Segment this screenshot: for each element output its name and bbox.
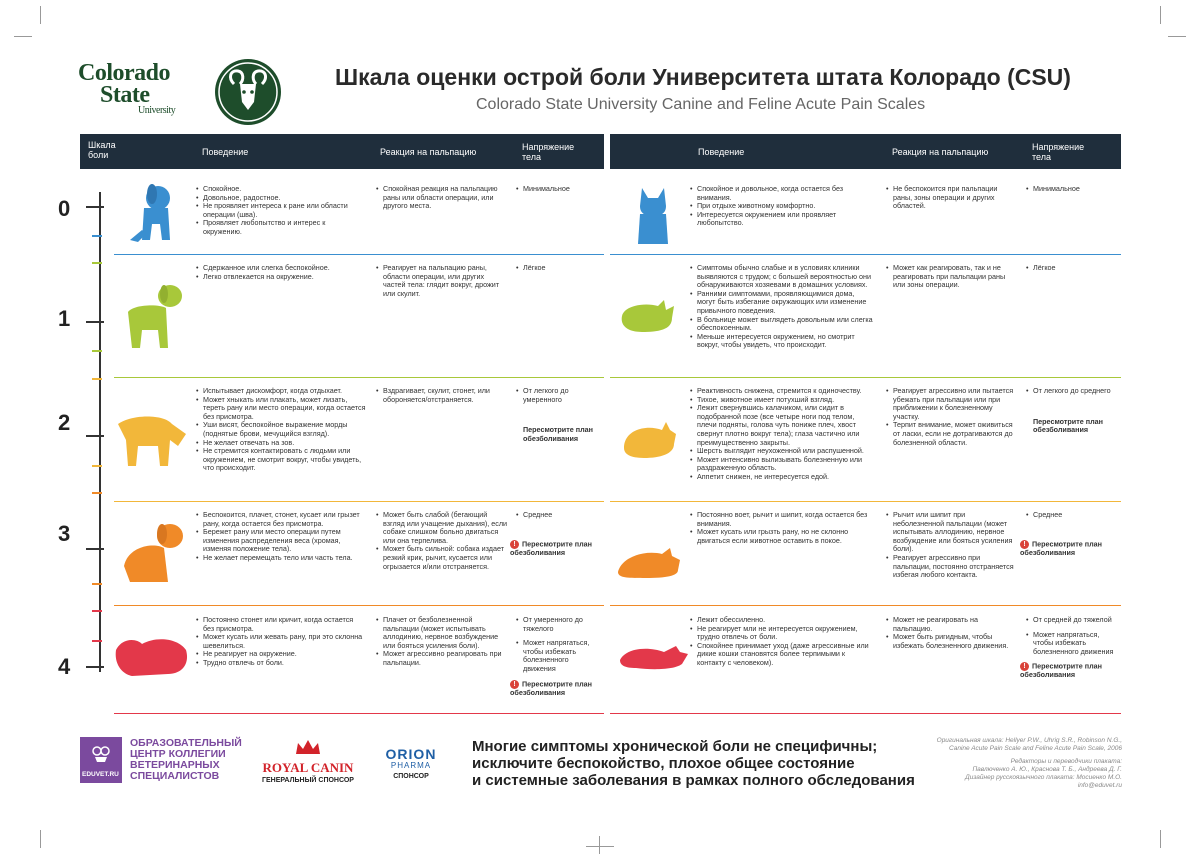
review-plan-note: Пересмотрите план обезболивания	[1033, 416, 1103, 435]
row-divider	[114, 501, 604, 502]
logo-line1: Colorado	[78, 60, 170, 86]
scale-tick	[86, 321, 104, 323]
page-subtitle: Colorado State University Canine and Feline Acute Pain Scales	[476, 96, 926, 113]
csu-wordmark	[78, 62, 175, 116]
row-divider	[610, 605, 1121, 606]
review-plan-note: Пересмотрите план обезболивания	[523, 425, 593, 443]
dog-level4-icon	[112, 624, 194, 684]
scale-number-3: 3	[58, 521, 71, 546]
row-divider	[114, 377, 604, 378]
cat-level4-icon	[618, 638, 690, 674]
row-divider	[114, 605, 604, 606]
dog-behavior-1: • Сдержанное или слегка беспокойное. • Легко отвлекается на окружение.	[196, 264, 366, 281]
scale-tick	[86, 666, 104, 668]
scale-minor-tick	[92, 492, 102, 494]
crop-mark	[40, 830, 41, 848]
col-scale: Шкала боли	[88, 140, 116, 160]
crop-mark	[1168, 36, 1186, 37]
dog-tension-1: • Лёгкое	[516, 264, 600, 273]
scale-tick	[86, 206, 104, 208]
scale-minor-tick	[92, 350, 102, 352]
crown-icon	[293, 738, 323, 756]
cat-behavior-3: • Постоянно воет, рычит и шипит, когда остается без внимания. • Может кусать или грызть рану, но не склонно двигаться если животное оставить в покое.	[690, 511, 874, 545]
cat-behavior-4: • Лежит обессиленно. • Не реагирует мли не интересуется окружением, трудно отвлечь от боли. • Спокойнее принимает уход (даже агрессивные или дикие кошки становятся более терпимыми к контакту с человеком).	[690, 616, 874, 668]
cat-behavior-0: • Спокойное и довольное, когда остается без внимания. • При отдыхе животному комфортно. • Интересуется окружением или проявляет любопытство.	[690, 185, 874, 228]
pain-scale-axis	[94, 192, 104, 672]
crop-mark	[586, 846, 614, 847]
dog-palpation-4: • Плачет от безболезненной пальпации (может испытывать аллодинию, нервное возбуждение или бояться усиления боли). • Может агрессивно реагировать при пальпации.	[376, 616, 508, 668]
cat-tension-2: • От легкого до среднего Пересмотрите план обезболивания	[1026, 387, 1116, 435]
col-behavior: Поведение	[698, 147, 745, 157]
dog-behavior-2: • Испытывает дискомфорт, когда отдыхает. • Может хныкать или плакать, может лизать, тереть рану или место операции, когда остается без присмотра. • Уши висят, беспокойное выражение морды (поднятые брови, мечущийся взгляд). • Не желает отвечать на зов. • Не стремится контактировать с людьми или окружением, не смотрит вокруг, чтобы увидеть, что происходит.	[196, 387, 366, 473]
cat-behavior-2: • Реактивность снижена, стремится к одиночеству. • Тихое, животное имеет потухший взгляд. • Лежит свернувшись калачиком, или сидит в подобранной позе (все четыре ноги под телом, плечи подняты, голова чуть пониже плеч, хвост свернут плотно вокруг тела); глаза частично или преимущественно закрыты. • Шерсть выглядит неухоженной или распушенной. • Может интенсивно вылизывать болезненную или раздраженную область. • Аппетит снижен, не интересуется едой.	[690, 387, 874, 482]
crop-mark	[14, 36, 32, 37]
logo-line3: University	[138, 105, 176, 116]
cat-tension-0: • Минимальное	[1026, 185, 1116, 194]
crop-mark	[1160, 6, 1161, 24]
dog-tension-0: • Минимальное	[516, 185, 600, 194]
dog-palpation-2: • Вздрагивает, скулит, стонет, или обороняется/отстраняется.	[376, 387, 508, 404]
cat-palpation-3: • Рычит или шипит при неболезненной пальпации (может испытывать аллодинию, нервное возбуждение или бояться усиления боли). • Реагирует агрессивно при пальпации, постоянно отстраняется избегая любого контакта.	[886, 511, 1016, 580]
cat-level1-icon	[618, 296, 680, 336]
dog-level2-icon	[112, 404, 190, 470]
dog-palpation-0: • Спокойная реакция на пальпацию раны или области операции, или другого места.	[376, 185, 508, 211]
col-palpation: Реакция на пальпацию	[892, 147, 989, 157]
csu-logo	[78, 58, 288, 128]
row-divider	[610, 713, 1121, 714]
eduvet-name: ОБРАЗОВАТЕЛЬНЫЙ ЦЕНТР КОЛЛЕГИИ ВЕТЕРИНАРНЫХ СПЕЦИАЛИСТОВ	[130, 737, 242, 782]
scale-minor-tick	[92, 378, 102, 380]
dog-behavior-4: • Постоянно стонет или кричит, когда остается без присмотра. • Может кусать или жевать рану, при это склонна шевелиться. • Не реагирует на окружение. • Трудно отвлечь от боли.	[196, 616, 366, 668]
col-tension: Напряжение тела	[522, 142, 575, 162]
footer-message: Многие симптомы хронической боли не специфичны; исключите беспокойство, плохое общее состояние и системные заболевания в рамках полного обследования	[472, 738, 915, 789]
dog-tension-2: • От легкого до умеренного Пересмотрите план обезболивания	[516, 387, 600, 443]
logo-line2: State	[100, 82, 150, 108]
cat-palpation-0: • Не беспокоится при пальпации раны, зоны операции и других областей.	[886, 185, 1016, 211]
eduvet-logo	[80, 737, 250, 783]
row-divider	[610, 377, 1121, 378]
scale-minor-tick	[92, 583, 102, 585]
scale-minor-tick	[92, 465, 102, 467]
review-plan-note: ! Пересмотрите план обезболивания	[1020, 661, 1102, 680]
row-divider	[610, 501, 1121, 502]
royal-canin-logo: ROYAL CANIN ГЕНЕРАЛЬНЫЙ СПОНСОР	[258, 738, 358, 784]
scale-number-2: 2	[58, 410, 71, 435]
scale-minor-tick	[92, 235, 102, 237]
dog-table-header	[80, 134, 604, 169]
crop-mark	[1160, 830, 1161, 848]
col-behavior: Поведение	[202, 147, 249, 157]
cat-palpation-1: • Может как реагировать, так и не реагировать при пальпации раны или зоны операции.	[886, 264, 1016, 290]
dog-palpation-3: • Может быть слабой (бегающий взгляд или учащение дыхания), если собаке слишком больно двигаться или она терпелива. • Может быть сильной: собака издает резкий крик, рычит, кусается или огрызается и/или отстраняется.	[376, 511, 508, 571]
orion-pharma-logo: ORION PHARMA СПОНСОР	[385, 746, 437, 780]
dog-behavior-3: • Беспокоится, плачет, стонет, кусает или грызет рану, когда остается без присмотра. • Бережет рану или место операции путем изменения распределения веса (хромая, изменяя положение тела). • Не желает перемещать тело или часть тела.	[196, 511, 366, 563]
cat-palpation-4: • Может не реагировать на пальпацию. • Может быть ригидным, чтобы избежать болезненного движения.	[886, 616, 1016, 650]
review-plan-note: ! Пересмотрите план обезболивания	[510, 678, 592, 697]
eduvet-site: EDUVET.RU	[82, 771, 119, 778]
scale-minor-tick	[92, 610, 102, 612]
review-plan-note: ! Пересмотрите план обезболивания	[1020, 539, 1102, 557]
cat-palpation-2: • Реагирует агрессивно или пытается убежать при пальпации или при приближении к болезненному участку. • Терпит внимание, может оживиться от ласки, если не дотрагиваются до болезненной области.	[886, 387, 1016, 447]
dog-level3-icon	[118, 518, 188, 586]
cat-tension-4: • От средней до тяжелой • Может напрягаться, чтобы избежать болезненного движения ! Пересмотрите план обезболивания	[1020, 616, 1116, 680]
dog-behavior-0: • Спокойное. • Довольное, радостное. • Не проявляет интереса к ране или области операции (шва). • Проявляет любопытство и интерес к окружению.	[196, 185, 366, 237]
col-tension: Напряжение тела	[1032, 142, 1085, 162]
scale-number-0: 0	[58, 196, 71, 221]
cat-tension-3: • Среднее ! Пересмотрите план обезболивания	[1020, 511, 1116, 557]
owl-icon	[91, 743, 111, 763]
cat-level0-icon	[632, 184, 674, 246]
row-divider	[114, 254, 604, 255]
eduvet-badge	[80, 737, 122, 783]
page-title: Шкала оценки острой боли Университета штата Колорадо (CSU)	[335, 64, 1071, 90]
dog-tension-3: • Среднее ! Пересмотрите план обезболивания	[510, 511, 600, 557]
cat-behavior-1: • Симптомы обычно слабые и в условиях клиники выявляются с трудом; с большей вероятностью они обнаруживаются хозяевами в домашних условиях. • Ранними симптомами, проявляющимися дома, могут быть избегание окружающих или изменение привычного поведения. • В больнице может выглядеть довольным или слегка обеспокоенным. • Меньше интересуется окружением, но смотрит вокруг, чтобы увидеть, что происходит.	[690, 264, 874, 350]
scale-tick	[86, 435, 104, 437]
warning-icon: !	[510, 680, 519, 689]
scale-tick	[86, 548, 104, 550]
warning-icon: !	[1020, 662, 1029, 671]
cat-level2-icon	[620, 418, 678, 460]
scale-number-4: 4	[58, 654, 71, 679]
crop-mark	[40, 6, 41, 24]
dog-level1-icon	[120, 278, 188, 352]
crop-mark	[599, 836, 600, 854]
cat-table-header	[610, 134, 1121, 169]
scale-minor-tick	[92, 640, 102, 642]
col-palpation: Реакция на пальпацию	[380, 147, 477, 157]
scale-number-1: 1	[58, 306, 71, 331]
axis-line	[99, 192, 101, 672]
row-divider	[114, 713, 604, 714]
warning-icon: !	[1020, 540, 1029, 549]
review-plan-note: ! Пересмотрите план обезболивания	[510, 539, 592, 557]
scale-minor-tick	[92, 262, 102, 264]
credits: Оригинальная шкала: Hellyer P.W., Uhrig S.R., Robinson N.G., Canine Acute Pain Scale and Feline Acute Pain Scale, 2006 Редакторы и переводчики плаката: Павлюченко А. Ю., Краснова Т. Б., Андреева Д. Г. Дизайнер русскоязычного плаката: Мосиенко М.О. info@eduvet.ru	[936, 737, 1122, 789]
dog-palpation-1: • Реагирует на пальпацию раны, области операции, или других частей тела: глядит вокруг, дрожит или скулит.	[376, 264, 508, 298]
dog-level0-icon	[124, 180, 182, 244]
warning-icon: !	[510, 540, 519, 549]
cat-level3-icon	[616, 542, 684, 580]
cat-tension-1: • Лёгкое	[1026, 264, 1116, 273]
row-divider	[610, 254, 1121, 255]
ram-emblem-icon	[214, 58, 282, 126]
dog-tension-4: • От умеренного до тяжелого • Может напрягаться, чтобы избежать болезненного движения ! Пересмотрите план обезболивания	[510, 616, 600, 697]
